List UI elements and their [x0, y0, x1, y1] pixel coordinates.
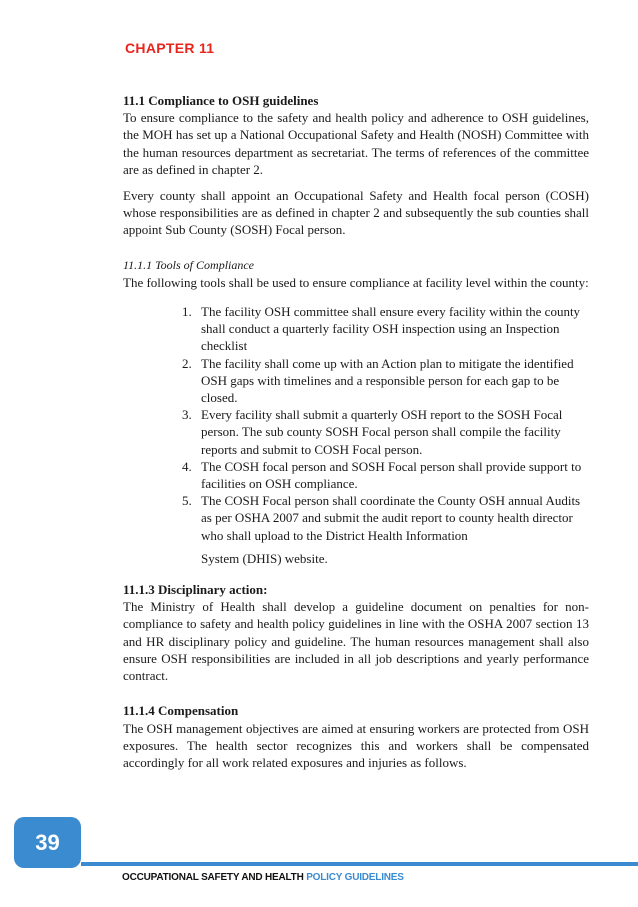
list-item-text: The COSH Focal person shall coordinate the County OSH annual Audits as per OSHA 2007 and submit the audit report to county health director who shall upload to the District Health Information	[201, 493, 581, 543]
page-body	[123, 92, 589, 771]
list-item	[195, 492, 589, 567]
paragraph-cosh-appointment: Every county shall appoint an Occupational Safety and Health focal person (COSH) whose responsibilities are as defined in chapter 2 and subsequently the sub counties shall appoint Sub County (SOSH) Focal person.	[123, 188, 589, 238]
list-item: 1. The facility OSH committee shall ensure every facility within the county shall conduct a quarterly facility OSH inspection using an Inspection checklist	[195, 303, 589, 355]
footer-divider	[81, 862, 638, 866]
chapter-heading: CHAPTER 11	[125, 40, 215, 56]
list-item: 2. The facility shall come up with an Action plan to mitigate the identified OSH gaps with timelines and a responsible person for each gap to be closed.	[195, 355, 589, 407]
tools-list	[123, 303, 589, 567]
footer-title-accent: POLICY GUIDELINES	[306, 872, 404, 883]
section-heading-compliance: 11.1 Compliance to OSH guidelines	[123, 93, 319, 108]
list-item: 4. The COSH focal person and SOSH Focal person shall provide support to facilities on OSH compliance.	[195, 458, 589, 492]
section-heading-tools: 11.1.1 Tools of Compliance	[123, 257, 255, 272]
footer-title	[122, 872, 404, 883]
list-item: 3. Every facility shall submit a quarterly OSH report to the SOSH Focal person. The sub county SOSH Focal person shall compile the facility reports and submit to COSH Focal person.	[195, 406, 589, 458]
section-heading-compensation: 11.1.4 Compensation	[123, 703, 239, 719]
paragraph-nosh-committee: To ensure compliance to the safety and health policy and adherence to OSH guidelines, the MOH has set up a National Occupational Safety and Health (NOSH) Committee with the human resources department as secretariat. The terms of references of the committee are as defined in chapter 2.	[123, 110, 589, 177]
paragraph-compensation: The OSH management objectives are aimed at ensuring workers are protected from OSH exposures. The health sector recognizes this and workers shall be compensated accordingly for all work related exposures and injuries as follows.	[123, 720, 589, 770]
paragraph-tools-intro: The following tools shall be used to ensure compliance at facility level within the county:	[123, 274, 589, 290]
list-item-continuation: System (DHIS) website.	[201, 550, 328, 566]
page-number-badge: 39	[14, 817, 81, 868]
section-heading-disciplinary: 11.1.3 Disciplinary action:	[123, 582, 268, 598]
paragraph-disciplinary: The Ministry of Health shall develop a guideline document on penalties for non-compliance to safety and health policy guidelines in line with the OSHA 2007 section 13 and HR disciplinary policy and guideline. The human resources management shall also ensure OSH responsibilities are included in all job descriptions and yearly performance contract.	[123, 599, 589, 684]
footer-title-main: OCCUPATIONAL SAFETY AND HEALTH	[122, 872, 304, 883]
